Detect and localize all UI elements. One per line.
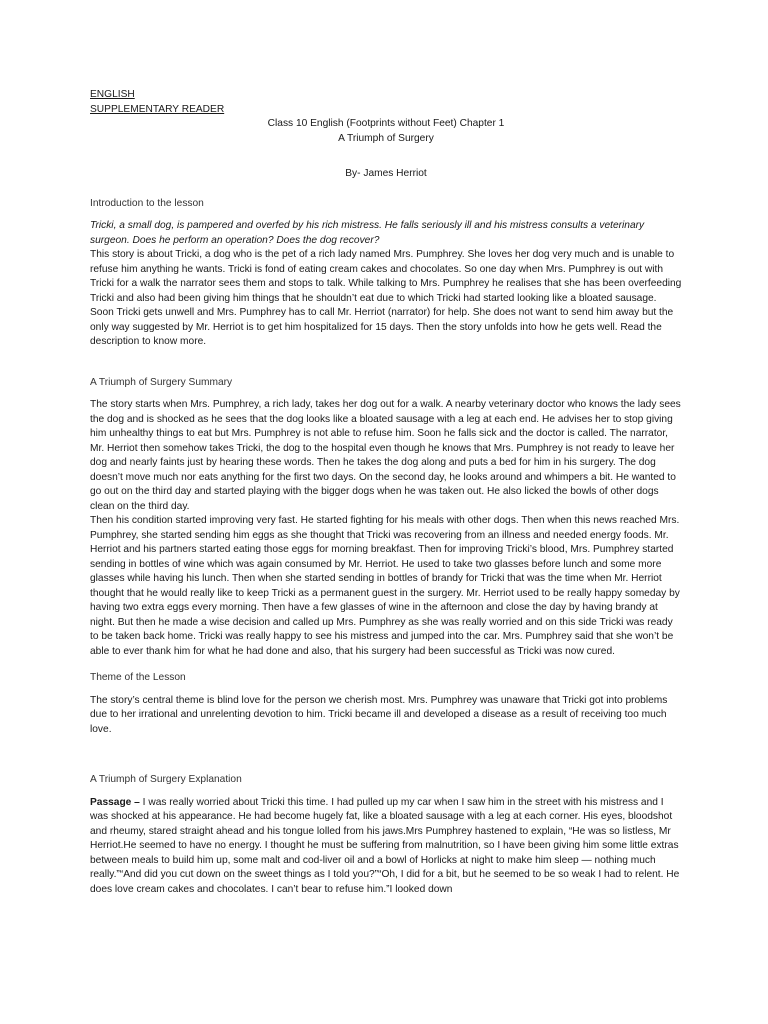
intro-heading: Introduction to the lesson (90, 197, 204, 209)
summary-heading: A Triumph of Surgery Summary (90, 376, 233, 388)
header-english: ENGLISH (90, 89, 135, 100)
document-page (90, 88, 682, 897)
explanation-passage (90, 796, 682, 898)
theme-heading: Theme of the Lesson (90, 672, 186, 683)
chapter-title: A Triumph of Surgery (338, 132, 434, 144)
passage-text: I was really worried about Tricki this time. I had pulled up my car when I saw him in the street with his mistress and I was shocked at his appearance. He had become hugely fat, like a bloated sausage with a leg at each corner. His eyes, bloodshot and rheumy, stared straight ahead and his tongue lolled from his jaws.Mrs Pumphrey hastened to explain, “He was so listless, Mr Herriot.He seemed to have no energy. I thought he must be suffering from malnutrition, so I have been giving him some little extras between meals to build him up, some malt and cod-liver oil and a bowl of Horlicks at night to make him sleep — nothing much really.”“And did you cut down on the sweet things as I told you?”“Oh, I did for a bit, but he seemed to be so weak I had to relent. He does love cream cakes and chocolates. I can’t bear to refuse him.”I looked down (90, 796, 680, 895)
header-supplementary-reader: SUPPLEMENTARY READER (90, 103, 225, 115)
passage-label: Passage – (90, 796, 140, 808)
intro-italic-text: Tricki, a small dog, is pampered and overfed by his rich mistress. He falls seriously ill and his mistress consults a veterinary surgeon. Does he perform an operation? Does the dog recover? (90, 220, 645, 246)
theme-body: The story’s central theme is blind love for the person we cherish most. Mrs. Pumphrey was unaware that Tricki got into problems due to her irrational and unrelenting devotion to him. Tricki became ill and developed a disease as a result of receiving too much love. (90, 694, 668, 735)
course-title: Class 10 English (Footprints without Feet) Chapter 1 (267, 118, 505, 129)
author-line: By- James Herriot (345, 168, 427, 179)
explanation-heading: A Triumph of Surgery Explanation (90, 774, 242, 785)
summary-paragraph-2: Then his condition started improving very fast. He started fighting for his meals with other dogs. Then when this news reached Mrs. Pumphrey, she started sending him eggs as she thought that Tricki was recovering from an illness and needed energy foods. Mr. Herriot and his partners started eating those eggs for morning breakfast. Then for improving Tricki’s blood, Mrs. Pumphrey started sending in bottles of wine which was again consumed by Mr. Herriot. He used to take two glasses before lunch and some more glasses while having his lunch. Then when she started sending in bottles of brandy for Tricki that was the time when Mr. Herriot thought that he would really like to keep Tricki as a permanent guest in the surgery. Mr. Herriot used to be really happy someday by having two extra eggs every morning. Then have a few glasses of wine in the afternoon and close the day by having brandy at night. But then he made a wise decision and called up Mrs. Pumphrey as she was really worried and on this side Tricki was ready to be taken back home. Tricki was really happy to see his mistress and jumped into the car. Mrs. Pumphrey said that she won’t be able to ever thank him for what he had done and also, that his surgery had been successful as Tricki was now cured. (90, 515, 680, 657)
summary-paragraph-1: The story starts when Mrs. Pumphrey, a rich lady, takes her dog out for a walk. A nearby veterinary doctor who knows the lady sees the dog and is shocked as he sees that the dog looks like a bloated sausage with a leg at each end. He advises her to stop giving him unhealthy things to eat but Mrs. Pumphrey is not able to refuse him. Soon he falls sick and the doctor is called. The narrator, Mr. Herriot then somehow takes Tricki, the dog to the hospital even though he knows that Mrs. Pumphrey is not ready to leave her dog and nearly faints just by hearing these words. Then he takes the dog along and puts a bed for him in his surgery. The dog doesn’t move much nor eats anything for the first two days. On the second day, he looks around and whimpers a bit. He wanted to go out on the third day and started playing with the bigger dogs when he was taken out. He also licked the bowls of other dogs clean on the third day. (90, 399, 681, 512)
intro-body: This story is about Tricki, a dog who is the pet of a rich lady named Mrs. Pumphrey. She loves her dog very much and is unable to refuse him anything he wants. Tricki is fond of eating cream cakes and chocolates. So one day when Mrs. Pumphrey is out with Tricki for a walk the narrator sees them and stops to talk. While talking to Mrs. Pumphrey he realises that she has been overfeeding Tricki and also had been giving him things that he shouldn’t eat due to which Tricki had started looking like a bloated sausage. Soon Tricki gets unwell and Mrs. Pumphrey has to call Mr. Herriot (narrator) for help. She does not want to send him away but the only way suggested by Mr. Herriot is to get him hospitalized for 15 days. Then the story unfolds into how he gets well. Read the description to know more. (90, 249, 682, 347)
